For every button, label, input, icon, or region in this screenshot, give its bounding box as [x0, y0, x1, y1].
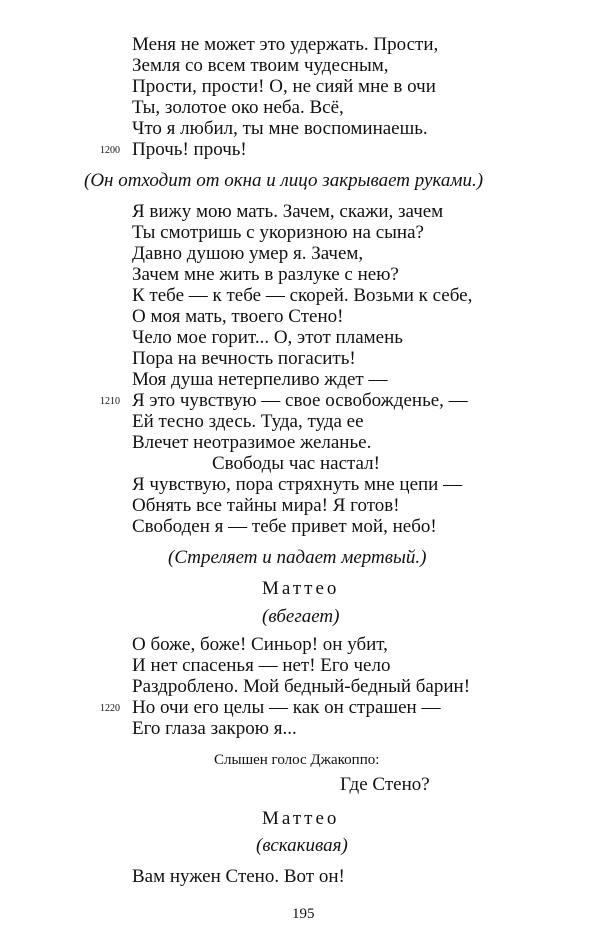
verse-line: Меня не может это удержать. Прости, [132, 34, 439, 55]
verse-line: И нет спасенья — нет! Его чело [132, 655, 391, 676]
verse-line: Зачем мне жить в разлуке с нею? [132, 264, 399, 285]
verse-line: Свободы час настал! [212, 453, 380, 474]
verse-line: Я вижу мою мать. Зачем, скажи, зачем [132, 201, 444, 222]
verse-line: О моя мать, твоего Стено! [132, 306, 344, 327]
verse-line: Я чувствую, пора стряхнуть мне цепи — [132, 474, 463, 495]
verse-line: Чело мое горит... О, этот пламень [132, 327, 403, 348]
verse-line: Ей тесно здесь. Туда, туда ее [132, 411, 364, 432]
verse-line: Давно душою умер я. Зачем, [132, 243, 364, 264]
verse-line: Прости, прости! О, не сияй мне в очи [132, 76, 436, 97]
stage-direction: (вбегает) [262, 606, 340, 627]
verse-line: Раздроблено. Мой бедный-бедный барин! [132, 676, 471, 697]
stage-direction: (вскакивая) [256, 835, 348, 856]
speaker-name: Маттео [262, 808, 340, 829]
verse-line: Его глаза закрою я... [132, 718, 297, 739]
verse-line: Прочь! прочь! [132, 139, 247, 160]
page-number: 195 [292, 906, 315, 922]
stage-direction: (Он отходит от окна и лицо закрывает руками.) [84, 170, 484, 191]
verse-line: Я это чувствую — свое освобожденье, — [132, 390, 468, 411]
verse-line: Пора на вечность погасить! [132, 348, 356, 369]
verse-line: Влечет неотразимое желанье. [132, 432, 372, 453]
speaker-name: Маттео [262, 578, 340, 599]
verse-line: Ты, золотое око неба. Всё, [132, 97, 344, 118]
stage-direction: (Стреляет и падает мертвый.) [168, 547, 427, 568]
line-number: 1220 [100, 703, 120, 714]
verse-line: Но очи его целы — как он страшен — [132, 697, 441, 718]
verse-line: Где Стено? [340, 774, 430, 795]
verse-line: К тебе — к тебе — скорей. Возьми к себе, [132, 285, 473, 306]
verse-line: Вам нужен Стено. Вот он! [132, 866, 345, 887]
verse-line: Моя душа нетерпеливо ждет — [132, 369, 388, 390]
offstage-note: Слышен голос Джакоппо: [214, 752, 380, 768]
line-number: 1200 [100, 145, 120, 156]
verse-line: Что я любил, ты мне воспоминаешь. [132, 118, 428, 139]
verse-line: Ты смотришь с укоризною на сына? [132, 222, 424, 243]
verse-line: Свободен я — тебе привет мой, небо! [132, 516, 437, 537]
verse-line: Обнять все тайны мира! Я готов! [132, 495, 400, 516]
verse-line: О боже, боже! Синьор! он убит, [132, 634, 388, 655]
line-number: 1210 [100, 396, 120, 407]
verse-line: Земля со всем твоим чудесным, [132, 55, 389, 76]
